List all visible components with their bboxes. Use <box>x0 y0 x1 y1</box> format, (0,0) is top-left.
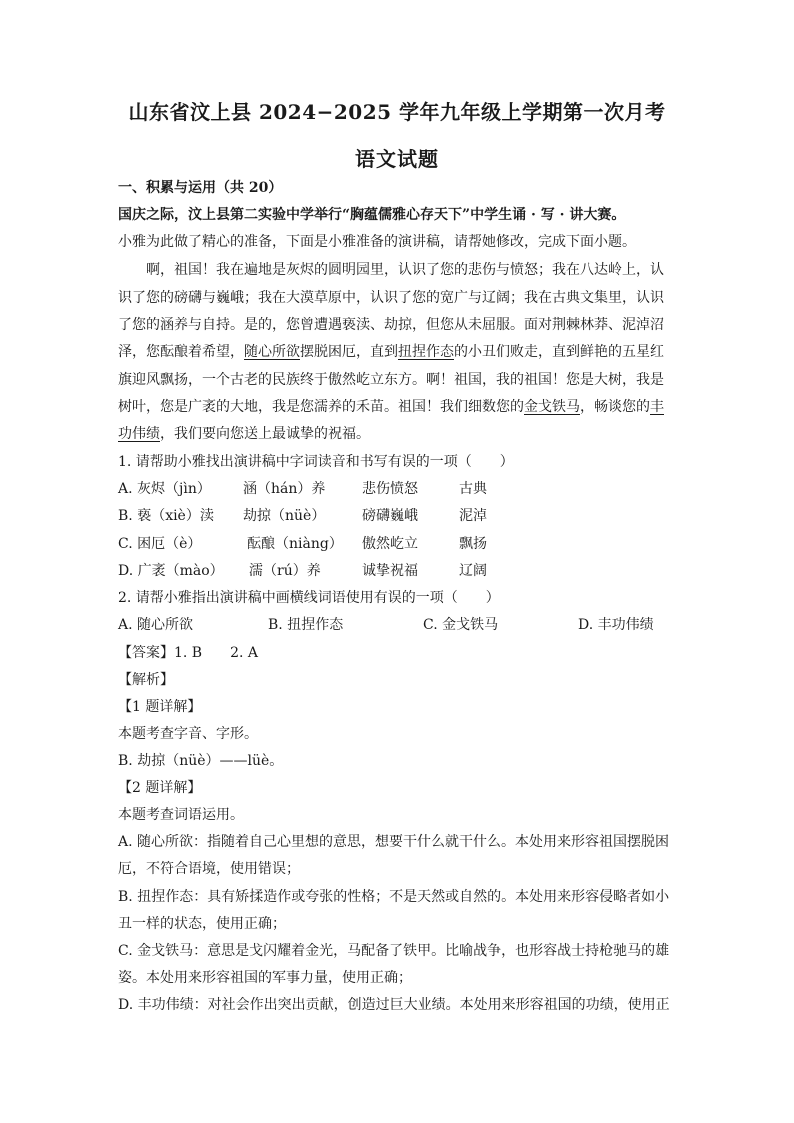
speech-text: 泽，您酝酿着希望， <box>118 344 244 360</box>
underlined-term: 丰 <box>650 399 664 415</box>
speech-text: ，畅谈您的 <box>580 399 650 415</box>
speech-line-5: 旗迎风飘扬，一个古老的民族终于傲然屹立东方。啊！祖国，我的祖国！您是大树，我是 <box>118 372 664 388</box>
q1-option-c-3: 傲然屹立 <box>362 536 418 552</box>
q1-option-a-3: 悲伤愤怒 <box>362 481 418 497</box>
analysis-a-line-1: A. 随心所欲：指随着自己心里想的意思，想要干什么就干什么。本处用来形容祖国摆脱困 <box>118 834 670 850</box>
q1-option-b-3: 磅礴巍峨 <box>362 508 418 524</box>
section-intro: 小雅为此做了精心的准备，下面是小雅准备的演讲稿，请帮她修改，完成下面小题。 <box>118 234 636 250</box>
q1-option-a-4: 古典 <box>459 481 487 497</box>
q1-option-b-4: 泥淖 <box>459 508 487 524</box>
analysis-c-line-1: C. 金戈铁马：意思是戈闪耀着金光，马配备了铁甲。比喻战争，也形容战士持枪驰马的雄 <box>118 943 670 959</box>
q1-option-c-2: 酝酿（niàng） <box>247 536 343 552</box>
document-subtitle: 语文试题 <box>355 147 439 171</box>
speech-line-3: 了您的涵养与自持。是的，您曾遭遇亵渎、劫掠，但您从未屈服。面对荆棘林莽、泥淖沼 <box>118 317 664 333</box>
q1-analysis-text-2: B. 劫掠（nüè）——lüè。 <box>118 753 284 769</box>
analysis-a-line-2: 厄，不符合语境，使用错误； <box>118 861 300 877</box>
underlined-term: 功伟绩 <box>118 426 160 442</box>
speech-line-6 <box>118 397 678 417</box>
speech-text: ，我们要向您送上最诚挚的祝福。 <box>160 426 370 442</box>
question-2-stem: 2. 请帮小雅指出演讲稿中画横线词语使用有误的一项（ ） <box>118 590 500 606</box>
underlined-term: 金戈铁马 <box>524 399 580 415</box>
q1-option-d-4: 辽阔 <box>459 563 487 579</box>
answer-line: 【答案】1. B 2. A <box>118 645 259 661</box>
q1-option-d-2: 濡（rú）养 <box>249 563 321 579</box>
underlined-term: 随心所欲 <box>244 344 300 360</box>
q1-option-a-2: 涵（hán）养 <box>243 481 326 497</box>
q1-option-b-1: B. 亵（xiè）渎 <box>118 508 214 524</box>
q1-analysis-label: 【1 题详解】 <box>118 699 202 715</box>
q2-analysis-label: 【2 题详解】 <box>118 780 202 796</box>
q1-option-c-4: 飘扬 <box>459 536 487 552</box>
q2-option-d: D. 丰功伟绩 <box>578 617 654 633</box>
speech-line-2: 识了您的磅礴与巍峨；我在大漠草原中，认识了您的宽广与辽阔；我在古典文集里，认识 <box>118 290 664 306</box>
speech-line-1: 啊，祖国！我在遍地是灰烬的圆明园里，认识了您的悲伤与愤怒；我在八达岭上，认 <box>146 262 664 278</box>
speech-text: 的小丑们败走，直到鲜艳的五星红 <box>454 344 664 360</box>
q1-analysis-text-1: 本题考查字音、字形。 <box>118 726 258 742</box>
q1-option-b-2: 劫掠（nüè） <box>243 508 326 524</box>
q1-option-d-3: 诚挚祝福 <box>362 563 418 579</box>
q2-analysis-text-1: 本题考查词语运用。 <box>118 807 244 823</box>
q2-option-a: A. 随心所欲 <box>118 617 194 633</box>
section-intro-bold: 国庆之际，汶上县第二实验中学举行“胸蕴儒雅心存天下”中学生诵 · 写 · 讲大赛。 <box>118 207 626 223</box>
analysis-d-line-1: D. 丰功伟绩：对社会作出突出贡献，创造过巨大业绩。本处用来形容祖国的功绩，使用正 <box>118 997 670 1013</box>
speech-line-7 <box>118 424 678 444</box>
q1-option-c-1: C. 困厄（è） <box>118 536 202 552</box>
speech-text: 树叶，您是广袤的大地，我是您濡养的禾苗。祖国！我们细数您的 <box>118 399 524 415</box>
q1-option-a-1: A. 灰烬（jìn） <box>118 481 211 497</box>
q1-option-d-1: D. 广袤（mào） <box>118 563 224 579</box>
analysis-c-line-2: 姿。本处用来形容祖国的军事力量，使用正确； <box>118 970 412 986</box>
question-1-stem: 1. 请帮助小雅找出演讲稿中字词读音和书写有误的一项（ ） <box>118 454 514 470</box>
q2-option-b: B. 扭捏作态 <box>268 617 344 633</box>
analysis-label: 【解析】 <box>118 672 174 688</box>
document-title: 山东省汶上县 2024−2025 学年九年级上学期第一次月考 <box>128 100 666 124</box>
q2-option-c: C. 金戈铁马 <box>423 617 499 633</box>
analysis-b-line-1: B. 扭捏作态：具有矫揉造作或夸张的性格；不是天然或自然的。本处用来形容侵略者如小 <box>118 889 670 905</box>
underlined-term: 扭捏作态 <box>398 344 454 360</box>
speech-text: 摆脱困厄，直到 <box>300 344 398 360</box>
section-heading: 一、积累与运用（共 20） <box>118 180 283 196</box>
speech-line-4 <box>118 342 678 362</box>
analysis-b-line-2: 丑一样的状态，使用正确； <box>118 916 286 932</box>
